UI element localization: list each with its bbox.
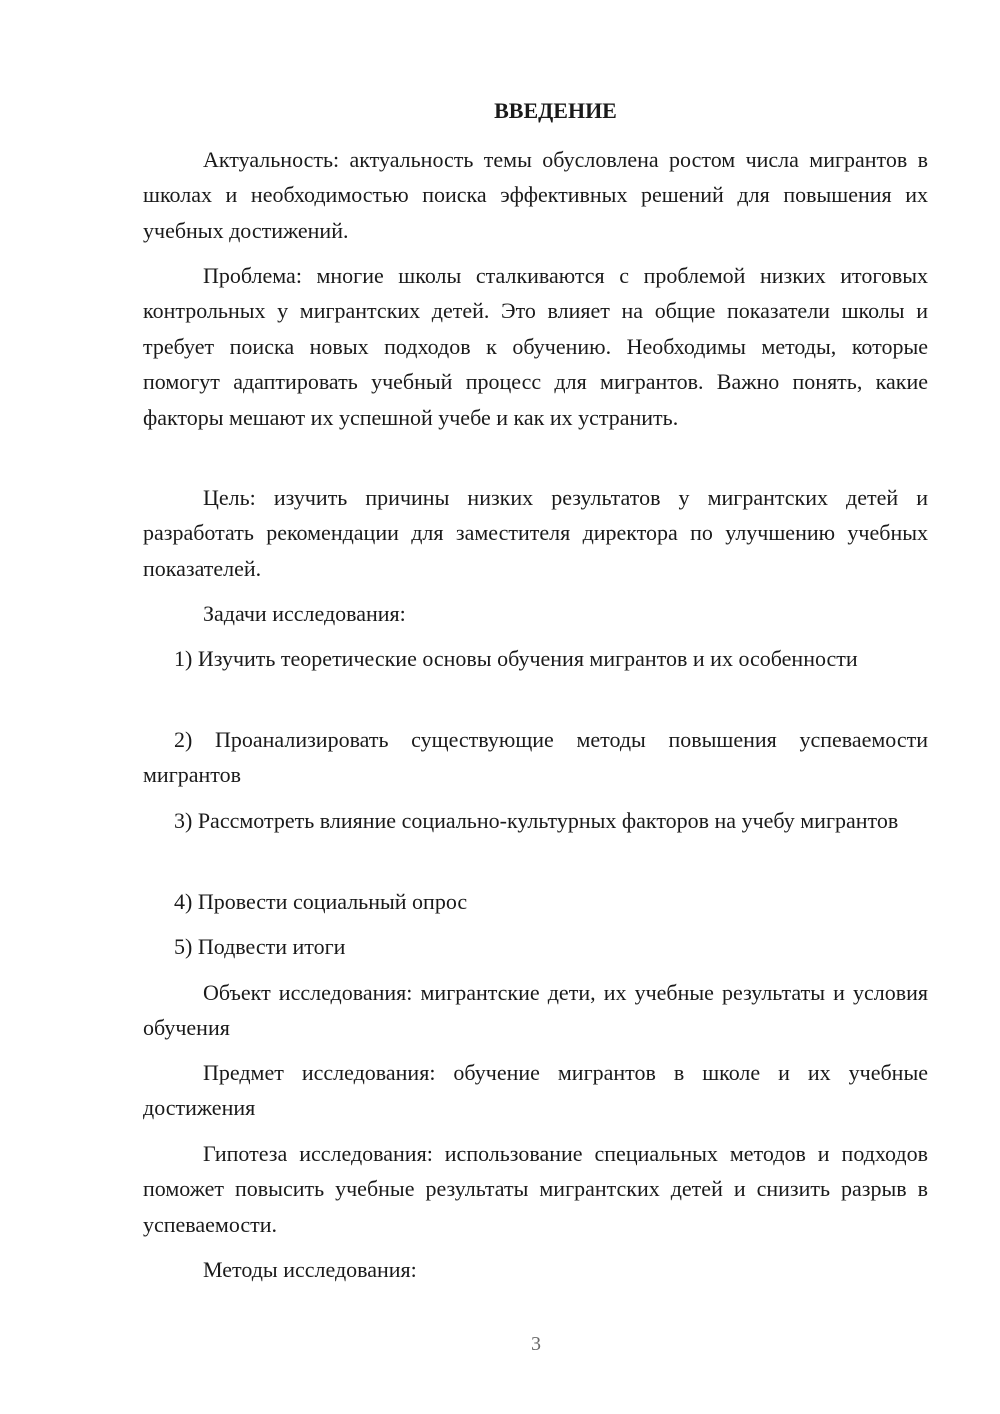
tasks-heading: Задачи исследования: [203, 601, 406, 626]
paragraph-problem: Проблема: многие школы сталкиваются с проблемой низких итоговых контрольных у мигрантских детей. Это влияет на общие показатели школы и требует поиска новых подходов к обучению. Необходимы методы, которые помогут адаптировать учебный процесс для мигрантов. Важно понять, какие факторы мешают их успешной учебе и как их устранить. [143, 263, 928, 430]
paragraph-subject: Предмет исследования: обучение мигрантов в школе и их учебные достижения [143, 1060, 928, 1121]
page-title: ВВЕДЕНИЕ [494, 98, 617, 123]
task-item-5: 5) Подвести итоги [174, 934, 346, 959]
paragraph-object: Объект исследования: мигрантские дети, их учебные результаты и условия обучения [143, 980, 928, 1041]
task-item-3: 3) Рассмотреть влияние социально-культурных факторов на учебу мигрантов [174, 808, 899, 833]
paragraph-goal: Цель: изучить причины низких результатов у мигрантских детей и разработать рекомендации для заместителя директора по улучшению учебных показателей. [143, 485, 928, 581]
page-number: 3 [531, 1333, 541, 1355]
task-item-1: 1) Изучить теоретические основы обучения мигрантов и их особенности [174, 646, 858, 671]
task-item-2: 2) Проанализировать существующие методы повышения успеваемости мигрантов [143, 727, 928, 788]
paragraph-hypothesis: Гипотеза исследования: использование специальных методов и подходов поможет повысить учебные результаты мигрантских детей и снизить разрыв в успеваемости. [143, 1141, 928, 1237]
methods-heading: Методы исследования: [203, 1257, 417, 1282]
task-item-4: 4) Провести социальный опрос [174, 889, 468, 914]
paragraph-relevance: Актуальность: актуальность темы обусловлена ростом числа мигрантов в школах и необходимостью поиска эффективных решений для повышения их учебных достижений. [143, 147, 928, 243]
